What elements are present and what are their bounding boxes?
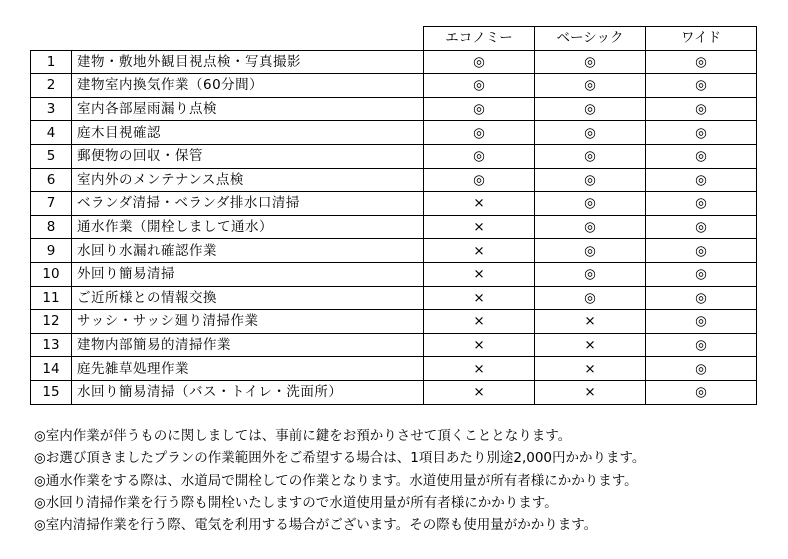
row-number: 1	[31, 50, 72, 74]
table-row	[31, 380, 757, 404]
economy-mark: ×	[424, 380, 535, 404]
row-number: 10	[31, 262, 72, 286]
row-number: 5	[31, 144, 72, 168]
header-economy: エコノミー	[424, 27, 535, 51]
row-number: 8	[31, 215, 72, 239]
table-row	[31, 168, 757, 192]
basic-mark: ◎	[535, 144, 646, 168]
wide-mark: ◎	[646, 192, 757, 216]
table-row	[31, 286, 757, 310]
wide-mark: ◎	[646, 144, 757, 168]
economy-mark: ×	[424, 333, 535, 357]
row-number: 15	[31, 380, 72, 404]
row-number: 9	[31, 239, 72, 263]
table-row	[31, 357, 757, 381]
note-line: ◎室内作業が伴うものに関しましては、事前に鍵をお預かりさせて頂くこととなります。	[34, 428, 572, 444]
economy-mark: ×	[424, 215, 535, 239]
wide-mark: ◎	[646, 121, 757, 145]
wide-mark: ◎	[646, 74, 757, 98]
table-row	[31, 215, 757, 239]
service-name: ご近所様との情報交換	[72, 286, 424, 310]
economy-mark: ◎	[424, 144, 535, 168]
header-wide: ワイド	[646, 27, 757, 51]
service-name: 通水作業（開栓しまして通水）	[72, 215, 424, 239]
basic-mark: ◎	[535, 50, 646, 74]
wide-mark: ◎	[646, 50, 757, 74]
table-row	[31, 239, 757, 263]
economy-mark: ×	[424, 286, 535, 310]
table-row	[31, 74, 757, 98]
note-line: ◎水回り清掃作業を行う際も開栓いたしますので水道使用量が所有者様にかかります。	[34, 494, 558, 511]
basic-mark: ×	[535, 333, 646, 357]
service-name: 外回り簡易清掃	[72, 262, 424, 286]
economy-mark: ◎	[424, 50, 535, 74]
wide-mark: ◎	[646, 333, 757, 357]
wide-mark: ◎	[646, 286, 757, 310]
table-row	[31, 192, 757, 216]
service-name: 庭先雑草処理作業	[72, 357, 424, 381]
basic-mark: ◎	[535, 262, 646, 286]
table-row	[31, 333, 757, 357]
basic-mark: ◎	[535, 168, 646, 192]
row-number: 14	[31, 357, 72, 381]
note-line: ◎室内清掃作業を行う際、電気を利用する場合がございます。その際も使用量がかかります。	[34, 517, 598, 534]
economy-mark: ×	[424, 357, 535, 381]
basic-mark: ◎	[535, 192, 646, 216]
row-number: 11	[31, 286, 72, 310]
plan-comparison-table	[30, 26, 757, 405]
wide-mark: ◎	[646, 97, 757, 121]
table-row	[31, 50, 757, 74]
service-name: ベランダ清掃・ベランダ排水口清掃	[72, 192, 424, 216]
economy-mark: ◎	[424, 74, 535, 98]
row-number: 3	[31, 97, 72, 121]
wide-mark: ◎	[646, 357, 757, 381]
basic-mark: ◎	[535, 74, 646, 98]
table-row	[31, 144, 757, 168]
economy-mark: ×	[424, 239, 535, 263]
service-name: 室内外のメンテナンス点検	[72, 168, 424, 192]
header-blank	[31, 27, 424, 51]
basic-mark: ◎	[535, 239, 646, 263]
row-number: 4	[31, 121, 72, 145]
economy-mark: ◎	[424, 121, 535, 145]
table-row	[31, 262, 757, 286]
service-name: 建物室内換気作業（60分間）	[72, 74, 424, 98]
table-row	[31, 121, 757, 145]
basic-mark: ×	[535, 357, 646, 381]
service-name: サッシ・サッシ廻り清掃作業	[72, 310, 424, 334]
row-number: 13	[31, 333, 72, 357]
basic-mark: ◎	[535, 286, 646, 310]
service-name: 郵便物の回収・保管	[72, 144, 424, 168]
service-name: 建物・敷地外観目視点検・写真撮影	[72, 50, 424, 74]
wide-mark: ◎	[646, 239, 757, 263]
wide-mark: ◎	[646, 310, 757, 334]
basic-mark: ◎	[535, 215, 646, 239]
economy-mark: ×	[424, 310, 535, 334]
notes-section	[34, 425, 645, 536]
economy-mark: ×	[424, 262, 535, 286]
service-name: 庭木目視確認	[72, 121, 424, 145]
wide-mark: ◎	[646, 380, 757, 404]
row-number: 2	[31, 74, 72, 98]
row-number: 7	[31, 192, 72, 216]
basic-mark: ×	[535, 380, 646, 404]
note-line: ◎通水作業をする際は、水道局で開栓しての作業となります。水道使用量が所有者様にかかります。	[34, 472, 638, 489]
table-row	[31, 97, 757, 121]
basic-mark: ◎	[535, 121, 646, 145]
table-row	[31, 310, 757, 334]
economy-mark: ◎	[424, 168, 535, 192]
economy-mark: ×	[424, 192, 535, 216]
service-name: 水回り簡易清掃（バス・トイレ・洗面所）	[72, 380, 424, 404]
economy-mark: ◎	[424, 97, 535, 121]
row-number: 12	[31, 310, 72, 334]
table-header-row	[31, 27, 757, 51]
service-name: 水回り水漏れ確認作業	[72, 239, 424, 263]
wide-mark: ◎	[646, 215, 757, 239]
wide-mark: ◎	[646, 168, 757, 192]
note-line: ◎お選び頂きましたプランの作業範囲外をご希望する場合は、1項目あたり別途2,000円かかります。	[34, 450, 646, 467]
service-name: 建物内部簡易的清掃作業	[72, 333, 424, 357]
basic-mark: ◎	[535, 97, 646, 121]
basic-mark: ×	[535, 310, 646, 334]
service-name: 室内各部屋雨漏り点検	[72, 97, 424, 121]
header-basic: ベーシック	[535, 27, 646, 51]
row-number: 6	[31, 168, 72, 192]
wide-mark: ◎	[646, 262, 757, 286]
